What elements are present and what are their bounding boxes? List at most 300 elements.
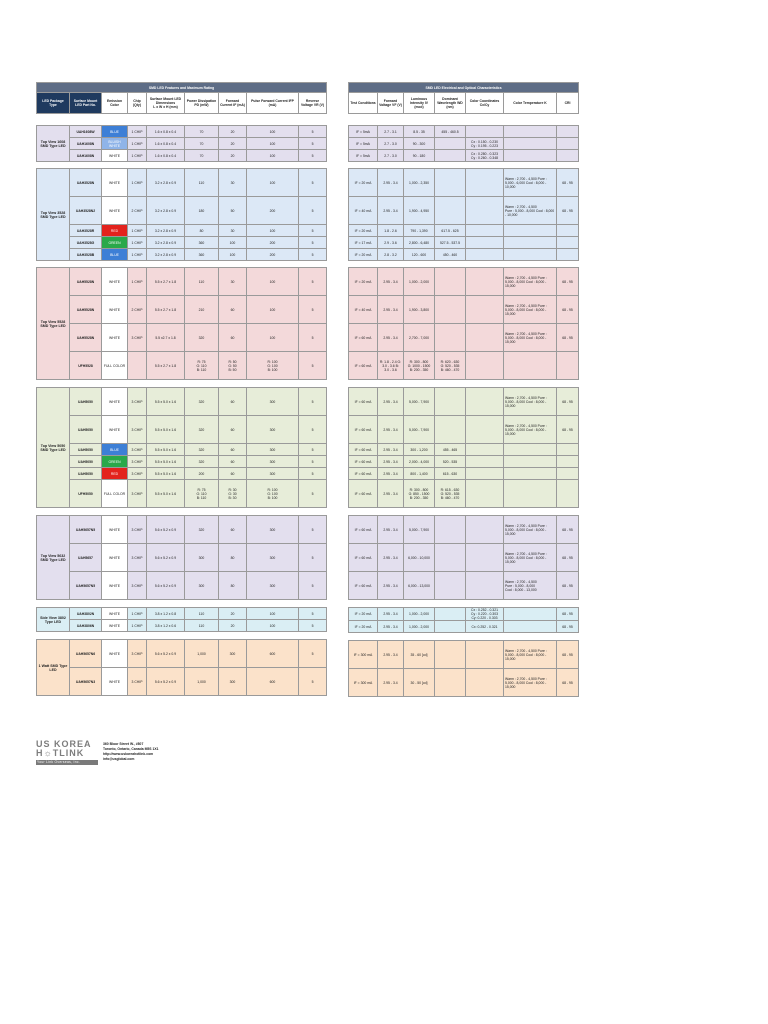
row-gap <box>349 508 579 516</box>
table-row <box>349 169 579 197</box>
cell-ct <box>504 480 557 508</box>
cell-vf: 2.95 - 3.4 <box>378 480 404 508</box>
cell-if: 60 <box>219 444 247 456</box>
row-gap <box>37 632 327 640</box>
table-row <box>37 268 327 296</box>
table-row <box>37 169 327 197</box>
cell-pd: 320 <box>185 324 219 352</box>
cell-cri: 68 - 95 <box>557 324 579 352</box>
cell-vf: 2.95 - 3.4 <box>378 641 404 669</box>
cell-chip: 1 CHIP <box>128 126 147 138</box>
cell-ifp: 300 <box>247 572 299 600</box>
cell-dim: 5.5 x 2.7 x 1.8 <box>147 296 185 324</box>
cell-ifp: 200 <box>247 249 299 261</box>
cell-tc: IF = 300 mA <box>349 641 378 669</box>
column-header: Pulse Forward Current IFP (mA) <box>247 93 299 114</box>
cell-wd <box>435 268 466 296</box>
cell-wd: 455 - 465 <box>435 444 466 456</box>
cell-wd <box>435 669 466 697</box>
cell-vr: 5 <box>299 456 327 468</box>
cell-ifp: 300 <box>247 388 299 416</box>
logo-tagline: Your Link Overseas, Inc. <box>36 760 98 765</box>
column-header: Surface Mount LED Part No. <box>70 93 102 114</box>
cell-cri: 68 - 95 <box>557 608 579 621</box>
cell-cri <box>557 138 579 150</box>
table-row <box>349 197 579 225</box>
cell-wd: R: 615 - 630 G: 520 - 535 B: 460 - 470 <box>435 480 466 508</box>
cell-cc <box>466 324 504 352</box>
cell-if: 100 <box>219 249 247 261</box>
cell-ct <box>504 456 557 468</box>
cell-ct <box>504 249 557 261</box>
table-row <box>349 249 579 261</box>
cell-vf: 2.95 - 3.4 <box>378 608 404 621</box>
cell-vf: 2.9 - 3.6 <box>378 237 404 249</box>
cell-color: FULL COLOR <box>102 352 128 380</box>
cell-iv: 5,000 - 7,900 <box>404 388 435 416</box>
cell-cc <box>466 669 504 697</box>
cell-dim: 3.2 x 2.8 x 0.9 <box>147 249 185 261</box>
table-row <box>349 444 579 456</box>
cell-cri: 68 - 95 <box>557 268 579 296</box>
cell-part: UAH5050 <box>70 388 102 416</box>
cell-ifp: 100 <box>247 138 299 150</box>
cell-dim: 5.5 x 5.0 x 1.6 <box>147 468 185 480</box>
cell-chip: 3 CHIP <box>128 416 147 444</box>
column-header: LED Package Type <box>37 93 70 114</box>
cell-pd: 80 <box>185 225 219 237</box>
table-row <box>37 225 327 237</box>
cell-tc: IF = 17 mA <box>349 237 378 249</box>
cell-tc: IF = 60 mA <box>349 468 378 480</box>
cell-wd <box>435 416 466 444</box>
cell-dim: 3.8 x 1.2 x 0.8 <box>147 608 185 620</box>
cell-if: 60 <box>219 516 247 544</box>
cell-cri: 68 - 95 <box>557 669 579 697</box>
cell-part: UAH1608N <box>70 138 102 150</box>
cell-chip: 2 CHIP <box>128 296 147 324</box>
cell-iv: 5,000 - 7,900 <box>404 416 435 444</box>
cell-ct: Warm : 2,700 - 4,500 Pure : 5,000 - 8,000 Cool : 8,000 - 15,000 <box>504 268 557 296</box>
cell-color: FULL COLOR <box>102 480 128 508</box>
cell-ct <box>504 138 557 150</box>
cell-iv: 1,900 - 3,800 <box>404 296 435 324</box>
cell-vr: 5 <box>299 544 327 572</box>
table-row <box>37 237 327 249</box>
cell-tc: IF = 20 mA <box>349 169 378 197</box>
table-row <box>37 296 327 324</box>
cell-ifp: 100 <box>247 126 299 138</box>
package-type: Top View 5528 SMD Type LED <box>37 268 70 380</box>
column-header: Surface Mount LED Dimensions L x W x H (mm) <box>147 93 185 114</box>
cell-cri <box>557 352 579 380</box>
cell-color: RED <box>102 468 128 480</box>
cell-chip: 3 CHIP <box>128 388 147 416</box>
cell-tc: IF = 60 mA <box>349 352 378 380</box>
cell-cri <box>557 468 579 480</box>
cell-cc <box>466 249 504 261</box>
cell-if: 80 <box>219 572 247 600</box>
cell-iv: 790 - 1,390 <box>404 225 435 237</box>
cell-tc: IF = 20 mA <box>349 249 378 261</box>
cell-ct: Warm : 2,700 - 4,500 Pure : 5,000 - 8,000 Cool : 8,000 - 15,000 <box>504 324 557 352</box>
cell-cc <box>466 197 504 225</box>
cell-color: WHITE <box>102 388 128 416</box>
table-row <box>37 249 327 261</box>
cell-part: UFH5528 <box>70 352 102 380</box>
column-header: Color Coordinates Cx/Cy <box>466 93 504 114</box>
cell-ifp: 100 <box>247 268 299 296</box>
cell-if: 100 <box>219 237 247 249</box>
cell-tc: IF = 60 mA <box>349 416 378 444</box>
cell-dim: 3.2 x 2.8 x 0.9 <box>147 197 185 225</box>
row-gap <box>349 600 579 608</box>
cell-ifp: 600 <box>247 668 299 696</box>
cell-ct: Warm : 2,700 - 4,500 Pure : 5,000 - 8,000 Cool : 8,000 - 13,000 <box>504 572 557 600</box>
cell-color: WHITE <box>102 620 128 632</box>
table-row <box>349 669 579 697</box>
cell-cri <box>557 150 579 162</box>
cell-tc: IF = 5mA <box>349 150 378 162</box>
cell-if: 20 <box>219 138 247 150</box>
table-row <box>37 608 327 620</box>
cell-ifp: 300 <box>247 468 299 480</box>
cell-cri <box>557 225 579 237</box>
cell-ifp: 100 <box>247 225 299 237</box>
cell-part: UAH5050 <box>70 444 102 456</box>
cell-vf: 2.95 - 3.4 <box>378 544 404 572</box>
logo-line1: US KOREA <box>36 739 92 749</box>
cell-vr: 5 <box>299 225 327 237</box>
cell-wd <box>435 516 466 544</box>
cell-iv: 2,700 - 7,000 <box>404 324 435 352</box>
cell-cc <box>466 544 504 572</box>
cell-if: R: 50 G: 50 B: 50 <box>219 352 247 380</box>
cell-wd: 450 - 460 <box>435 249 466 261</box>
cell-cc <box>466 572 504 600</box>
cell-ifp: 300 <box>247 516 299 544</box>
cell-tc: IF = 60 mA <box>349 572 378 600</box>
cell-vf: 2.95 - 3.4 <box>378 268 404 296</box>
cell-cc: Cx : 0.150 - 0.230 Cy : 0.195 - 0.223 <box>466 138 504 150</box>
cell-ct <box>504 225 557 237</box>
cell-iv: 1,000 - 2,000 <box>404 608 435 621</box>
cell-tc: IF = 5mA <box>349 126 378 138</box>
cell-vf: 2.95 - 3.4 <box>378 416 404 444</box>
cell-ct <box>504 468 557 480</box>
cell-color: WHITE <box>102 268 128 296</box>
row-gap <box>37 261 327 268</box>
cell-pd: 360 <box>185 249 219 261</box>
table-row <box>349 516 579 544</box>
cell-if: 50 <box>219 197 247 225</box>
cell-ifp: 100 <box>247 296 299 324</box>
cell-ifp: 100 <box>247 620 299 632</box>
cell-chip: 3 CHIP <box>128 480 147 508</box>
cell-iv: 800 - 1,400 <box>404 468 435 480</box>
cell-if: 60 <box>219 324 247 352</box>
cell-wd <box>435 150 466 162</box>
cell-dim: 5.5 x 5.0 x 1.6 <box>147 444 185 456</box>
cell-ifp: 600 <box>247 640 299 668</box>
cell-vf: 2.7 - 3.0 <box>378 138 404 150</box>
cell-cc <box>466 225 504 237</box>
cell-vf: 2.95 - 3.4 <box>378 468 404 480</box>
cell-tc: IF = 60 mA <box>349 480 378 508</box>
cell-cc <box>466 237 504 249</box>
cell-cc: Cx : 0.280 - 0.323 Cy : 0.260 - 0.348 <box>466 150 504 162</box>
cell-tc: IF = 60 mA <box>349 456 378 468</box>
cell-dim: 1.6 x 0.8 x 0.4 <box>147 126 185 138</box>
cell-iv: 1,000 - 2,000 <box>404 268 435 296</box>
table-row <box>37 126 327 138</box>
cell-if: 60 <box>219 456 247 468</box>
cell-wd: 615 - 630 <box>435 468 466 480</box>
cell-pd: 300 <box>185 544 219 572</box>
row-gap <box>349 380 579 388</box>
cell-ifp: 100 <box>247 608 299 620</box>
table-row <box>349 296 579 324</box>
cell-dim: 5.5 x2.7 x 1.8 <box>147 324 185 352</box>
cell-color: WHITE <box>102 608 128 620</box>
cell-cri: 68 - 95 <box>557 388 579 416</box>
table-row <box>349 324 579 352</box>
email-link[interactable]: info@usglobal.com <box>103 757 135 761</box>
cell-color: RED <box>102 225 128 237</box>
cell-ifp: 100 <box>247 150 299 162</box>
row-gap <box>349 114 579 126</box>
cell-pd: R: 75 G: 110 B: 110 <box>185 352 219 380</box>
table-row <box>349 480 579 508</box>
table-row <box>37 480 327 508</box>
cell-wd: 520 - 535 <box>435 456 466 468</box>
cell-wd: R: 620 - 630 G: 520 - 535 B: 460 - 470 <box>435 352 466 380</box>
cell-part: UAH3806N <box>70 620 102 632</box>
cell-pd: 70 <box>185 138 219 150</box>
cell-wd <box>435 621 466 633</box>
cell-if: 80 <box>219 544 247 572</box>
cell-ct: Warm : 2,700 - 4,500 Pure : 5,000 - 8,000 Cool : 8,000 - 15,000 <box>504 416 557 444</box>
row-gap <box>349 261 579 268</box>
cell-iv: 120 - 600 <box>404 249 435 261</box>
cell-pd: 70 <box>185 126 219 138</box>
cell-cri: 68 - 95 <box>557 544 579 572</box>
cell-cri: 68 - 95 <box>557 197 579 225</box>
cell-ifp: R: 100 G: 100 B: 100 <box>247 480 299 508</box>
package-type: Top View 5632 SMD Type LED <box>37 516 70 600</box>
package-type: Top View 5050 SMD Type LED <box>37 388 70 508</box>
cell-pd: 320 <box>185 456 219 468</box>
table-row <box>349 150 579 162</box>
company-footer <box>36 740 296 770</box>
cell-chip: 3 CHIP <box>128 444 147 456</box>
cell-chip: 1 CHIP <box>128 138 147 150</box>
cell-cc <box>466 480 504 508</box>
cell-color: BLUE <box>102 249 128 261</box>
cell-vr: 5 <box>299 572 327 600</box>
cell-color: GREEN <box>102 456 128 468</box>
cell-dim: 5.6 x 5.2 x 0.9 <box>147 544 185 572</box>
cell-vf: 2.95 - 3.4 <box>378 296 404 324</box>
cell-dim: 5.6 x 5.2 x 0.9 <box>147 572 185 600</box>
cell-color: BLUISH WHITE <box>102 138 128 150</box>
address-line2: Toronto, Ontario, Canada M5S 1X1 <box>103 747 159 751</box>
cell-cc <box>466 169 504 197</box>
cell-if: R: 30 G: 30 B: 30 <box>219 480 247 508</box>
cell-ct <box>504 352 557 380</box>
cell-ifp: 200 <box>247 237 299 249</box>
cell-pd: 320 <box>185 416 219 444</box>
cell-iv: 90 - 300 <box>404 138 435 150</box>
cell-if: 30 <box>219 169 247 197</box>
package-type: Top View 3528 SMD Type LED <box>37 169 70 261</box>
cell-iv: R: 300 - 800 G: 850 - 1500 B: 200 - 350 <box>404 480 435 508</box>
row-gap <box>349 162 579 169</box>
cell-vr: 5 <box>299 197 327 225</box>
cell-cc <box>466 444 504 456</box>
cell-vf: 2.95 - 3.4 <box>378 444 404 456</box>
cell-vf: R: 1.8 - 2.4 G: 3.0 - 3.6 B: 3.0 - 3.6 <box>378 352 404 380</box>
cell-part: UAH3528B <box>70 249 102 261</box>
cell-vr: 5 <box>299 249 327 261</box>
table-row <box>349 237 579 249</box>
table-row <box>349 621 579 633</box>
cell-cc: Cx: 0.252 - 0.321 <box>466 621 504 633</box>
cell-if: 300 <box>219 640 247 668</box>
cell-wd <box>435 544 466 572</box>
cell-if: 60 <box>219 296 247 324</box>
cell-vr: 5 <box>299 150 327 162</box>
cell-ct <box>504 444 557 456</box>
cell-dim: 5.5 x 5.0 x 1.6 <box>147 388 185 416</box>
cell-part: UAH5657N5 <box>70 572 102 600</box>
company-address <box>103 742 159 762</box>
cell-cc: Cx : 0.252 - 0.321 Cy : 0.220 - 0.303 Cy: 0.220 - 0.303 <box>466 608 504 621</box>
cell-color: BLUE <box>102 126 128 138</box>
cell-iv: R: 300 - 800 G: 1000 - 1500 B: 200 - 350 <box>404 352 435 380</box>
cell-cri: 68 - 95 <box>557 296 579 324</box>
table-row <box>37 516 327 544</box>
cell-part: UAH5050 <box>70 416 102 444</box>
cell-vr: 5 <box>299 126 327 138</box>
company-logo <box>36 740 98 769</box>
cell-vr: 5 <box>299 444 327 456</box>
column-header: Color Temperature K <box>504 93 557 114</box>
cell-vr: 5 <box>299 388 327 416</box>
cell-chip: 1 CHIP <box>128 169 147 197</box>
table-row <box>349 468 579 480</box>
cell-pd: 200 <box>185 468 219 480</box>
cell-cc <box>466 516 504 544</box>
row-gap <box>37 508 327 516</box>
table-row <box>37 668 327 696</box>
table-row <box>37 620 327 632</box>
cell-vf: 2.95 - 3.4 <box>378 388 404 416</box>
table-row <box>349 416 579 444</box>
cell-part: UAH1608N <box>70 150 102 162</box>
cell-part: UFH5050 <box>70 480 102 508</box>
cell-chip: 3 CHIP <box>128 572 147 600</box>
cell-chip: 3 CHIP <box>128 516 147 544</box>
column-header: Power Dissipation PD (mW) <box>185 93 219 114</box>
cell-chip: 1 CHIP <box>128 268 147 296</box>
column-header: CRI <box>557 93 579 114</box>
cell-dim: 3.2 x 2.8 x 0.9 <box>147 225 185 237</box>
cell-dim: 1.6 x 0.8 x 0.4 <box>147 150 185 162</box>
cell-vr: 5 <box>299 296 327 324</box>
table-title: SMD LED Features and Maximum Rating <box>37 83 327 93</box>
cell-tc: IF = 60 mA <box>349 544 378 572</box>
cell-vf: 2.95 - 3.4 <box>378 621 404 633</box>
table-row <box>349 126 579 138</box>
website-link[interactable]: http://www.uskoreahotlink.com <box>103 752 154 756</box>
cell-part: UAH5050 <box>70 468 102 480</box>
table-row <box>37 388 327 416</box>
cell-vr: 5 <box>299 324 327 352</box>
cell-pd: 70 <box>185 150 219 162</box>
cell-dim: 1.6 x 0.8 x 0.4 <box>147 138 185 150</box>
cell-vf: 2.95 - 3.4 <box>378 572 404 600</box>
cell-ct: Warm : 2,700 - 4,500 Pure : 5,000 - 6,000 Cool : 8,000 - 10,000 <box>504 169 557 197</box>
cell-dim: 5.6 x 5.2 x 0.9 <box>147 640 185 668</box>
cell-vr: 5 <box>299 640 327 668</box>
cell-if: 30 <box>219 225 247 237</box>
cell-if: 60 <box>219 388 247 416</box>
cell-iv: 8.5 - 35 <box>404 126 435 138</box>
table-row <box>349 352 579 380</box>
electrical-optical-table <box>348 82 579 697</box>
cell-ct <box>504 608 557 621</box>
cell-pd: 110 <box>185 169 219 197</box>
table-row <box>37 324 327 352</box>
cell-wd <box>435 324 466 352</box>
cell-if: 20 <box>219 620 247 632</box>
cell-cri: 68 - 95 <box>557 621 579 633</box>
cell-wd <box>435 138 466 150</box>
cell-if: 20 <box>219 608 247 620</box>
table-row <box>349 138 579 150</box>
cell-vf: 2.95 - 3.4 <box>378 669 404 697</box>
cell-dim: 3.8 x 1.2 x 0.6 <box>147 620 185 632</box>
cell-pd: 110 <box>185 608 219 620</box>
cell-wd <box>435 388 466 416</box>
cell-dim: 5.5 x 5.0 x 1.6 <box>147 456 185 468</box>
logo-line2: H☼TLINK <box>36 748 85 758</box>
table-row <box>37 197 327 225</box>
cell-part: UAH5528N <box>70 296 102 324</box>
cell-ifp: 100 <box>247 169 299 197</box>
cell-vf: 2.95 - 3.4 <box>378 169 404 197</box>
cell-vr: 5 <box>299 237 327 249</box>
cell-vr: 5 <box>299 668 327 696</box>
cell-cc <box>466 126 504 138</box>
cell-chip: 3 CHIP <box>128 640 147 668</box>
cell-color: WHITE <box>102 169 128 197</box>
cell-cc <box>466 468 504 480</box>
cell-part: UAH5528N <box>70 268 102 296</box>
cell-wd: 527.5 - 537.5 <box>435 237 466 249</box>
cell-iv: 5,000 - 7,900 <box>404 516 435 544</box>
cell-tc: IF = 60 mA <box>349 388 378 416</box>
table-row <box>37 352 327 380</box>
cell-vr: 5 <box>299 138 327 150</box>
cell-color: WHITE <box>102 544 128 572</box>
cell-cc <box>466 388 504 416</box>
cell-wd <box>435 197 466 225</box>
cell-vf: 2.7 - 3.1 <box>378 126 404 138</box>
column-header: Chip (Qty) <box>128 93 147 114</box>
cell-ct <box>504 126 557 138</box>
